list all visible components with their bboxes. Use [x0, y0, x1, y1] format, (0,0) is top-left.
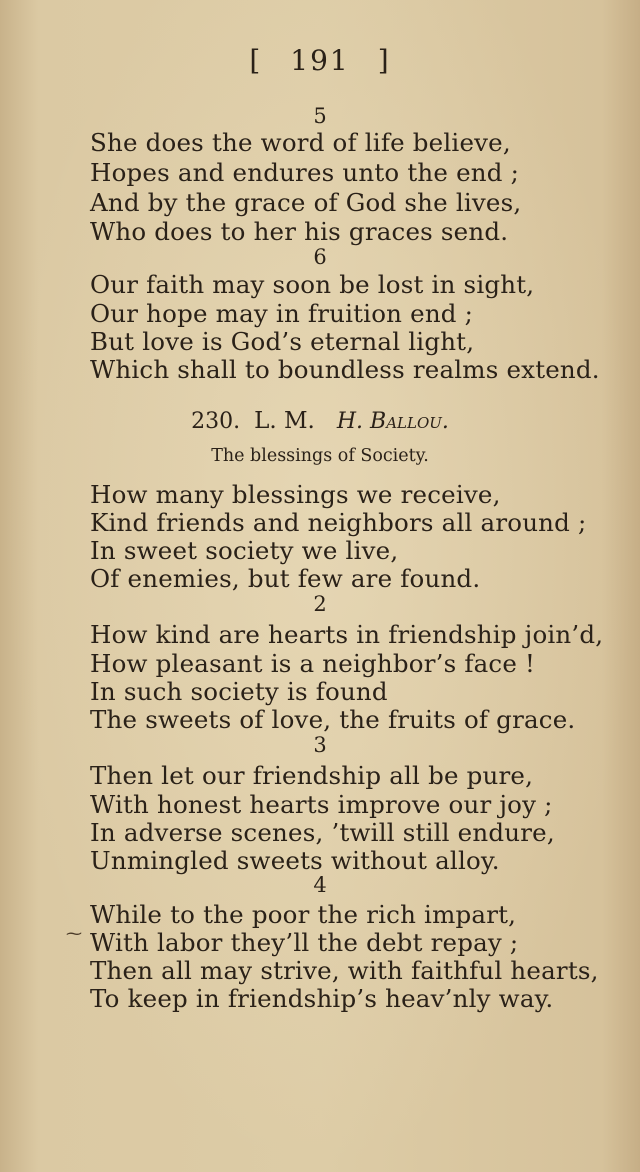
- verse-line: The sweets of love, the fruits of grace.: [90, 705, 576, 734]
- verse-line: Which shall to boundless realms extend.: [90, 355, 600, 384]
- verse-line: In sweet society we live,: [90, 536, 399, 565]
- page-header: [0, 44, 640, 77]
- stanza-number: 3: [313, 733, 327, 757]
- verse-line: Then let our friendship all be pure,: [90, 761, 534, 790]
- verse-line: Our faith may soon be lost in sight,: [90, 270, 535, 299]
- verse-line: With labor they’ll the debt repay ;: [90, 928, 519, 957]
- verse-line: How kind are hearts in friendship join’d,: [90, 620, 604, 649]
- verse-line: Hopes and endures unto the end ;: [90, 158, 520, 187]
- verse-line: While to the poor the rich impart,: [90, 900, 517, 929]
- hymn-author: H. Ballou.: [336, 409, 449, 434]
- verse-line: In adverse scenes, ’twill still endure,: [90, 818, 555, 847]
- stanza-number: 5: [313, 104, 327, 128]
- verse-line: She does the word of life believe,: [90, 128, 511, 157]
- hymn-heading: [0, 408, 640, 434]
- hymn-meter: L. M.: [254, 408, 315, 434]
- stanza-number: 4: [313, 873, 327, 897]
- verse-line: And by the grace of God she lives,: [90, 188, 522, 217]
- verse-line: Who does to her his graces send.: [90, 217, 509, 246]
- verse-line: Then all may strive, with faithful hearts,: [90, 956, 599, 985]
- verse-line: Kind friends and neighbors all around ;: [90, 508, 587, 537]
- page-number: 191: [290, 44, 350, 77]
- hymn-number: 230.: [191, 409, 241, 434]
- verse-line: Our hope may in fruition end ;: [90, 299, 474, 328]
- verse-line: With honest hearts improve our joy ;: [90, 790, 553, 819]
- bracket-close: ]: [377, 44, 391, 77]
- bracket-open: [: [249, 44, 263, 77]
- hymn-title: The blessings of Society.: [211, 446, 429, 466]
- verse-line: But love is God’s eternal light,: [90, 327, 475, 356]
- verse-line: How pleasant is a neighbor’s face !: [90, 649, 536, 678]
- verse-line: In such society is found: [90, 677, 388, 706]
- ink-mark-icon: ⁓: [66, 924, 82, 943]
- verse-line: How many blessings we receive,: [90, 480, 501, 509]
- verse-line: Of enemies, but few are found.: [90, 564, 481, 593]
- verse-line: Unmingled sweets without alloy.: [90, 846, 500, 875]
- stanza-number: 2: [313, 592, 327, 616]
- verse-line: To keep in friendship’s heav’nly way.: [90, 984, 554, 1013]
- stanza-number: 6: [313, 245, 327, 269]
